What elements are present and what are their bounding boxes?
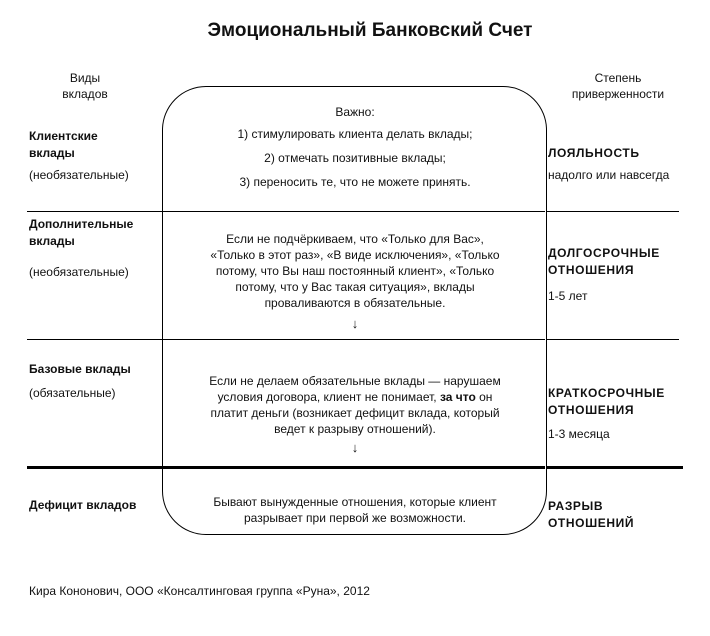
box-separator-line	[163, 211, 545, 212]
down-arrow-icon: ↓	[351, 316, 359, 331]
row-label-line: вклады	[29, 234, 75, 248]
right-header-line: приверженности	[571, 87, 665, 101]
center-line-part: условия договора, клиент не понимает,	[217, 390, 440, 404]
right-title-line: ОТНОШЕНИЯ	[548, 403, 635, 417]
row-sub-client-deposits: (необязательные)	[29, 168, 129, 182]
center-text-deficit	[172, 494, 538, 526]
right-sub-loyalty: надолго или навсегда	[548, 168, 670, 182]
right-sub-long-term: 1-5 лет	[548, 289, 588, 303]
row-label-client-deposits	[29, 128, 159, 162]
right-title-long-term	[548, 245, 698, 279]
center-line: проваливаются в обязательные.	[264, 296, 446, 310]
diagram-title: Эмоциональный Банковский Счет	[207, 20, 533, 41]
center-line: потому, что у Вас такая ситуация», вклады	[235, 280, 475, 294]
right-title-line: РАЗРЫВ	[548, 499, 604, 513]
right-title-line: КРАТКОСРОЧНЫЕ	[548, 386, 665, 400]
row-sub-base-deposits: (обязательные)	[29, 386, 116, 400]
row-label-line: Дополнительные	[29, 217, 134, 231]
center-line-bold: за что	[439, 390, 476, 404]
center-line: Если не делаем обязательные вклады — нарушаем	[209, 374, 501, 388]
center-line: «Только в этот раз», «В виде исключения», «Только	[210, 248, 500, 262]
center-line: потому, что Вы наш постоянный клиент», «Только	[215, 264, 495, 278]
box-separator-line	[163, 339, 545, 340]
left-column-header	[30, 70, 140, 102]
right-title-break	[548, 498, 698, 532]
right-title-short-term	[548, 385, 698, 419]
row-label-additional-deposits	[29, 216, 159, 250]
right-header-line: Степень	[594, 71, 642, 85]
row-label-line: Клиентские	[29, 129, 98, 143]
right-title-line: ДОЛГОСРОЧНЫЕ	[548, 246, 660, 260]
right-title-line: ОТНОШЕНИЯ	[548, 263, 635, 277]
box-separator-line-thick	[163, 466, 545, 469]
left-header-line: Виды	[69, 71, 101, 85]
center-line: платит деньги (возникает дефицит вклада, который	[210, 406, 500, 420]
row-label-line: Базовые вклады	[29, 362, 131, 376]
right-column-header	[548, 70, 688, 102]
center-line: Если не подчёркиваем, что «Только для Вас»,	[226, 232, 484, 246]
row-label-line: Дефицит вкладов	[29, 498, 137, 512]
right-title-line: ОТНОШЕНИЙ	[548, 516, 635, 530]
center-line: Важно:	[335, 105, 375, 119]
row-label-line: вклады	[29, 146, 75, 160]
center-line	[172, 389, 538, 405]
row-label-base-deposits	[29, 361, 159, 378]
center-text-base	[172, 373, 538, 437]
footer-credit: Кира Кононович, ООО «Консалтинговая группа «Руна», 2012	[29, 584, 370, 598]
row-label-deficit	[29, 497, 159, 514]
right-title-line: ЛОЯЛЬНОСТЬ	[548, 146, 640, 160]
center-line: Бывают вынужденные отношения, которые клиент	[213, 495, 497, 509]
center-text-additional	[172, 231, 538, 311]
center-line-part: он	[475, 390, 493, 404]
center-line: 3) переносить те, что не можете принять.	[239, 175, 471, 189]
center-line: 2) отмечать позитивные вклады;	[264, 151, 446, 165]
center-line: ведет к разрыву отношений).	[274, 422, 436, 436]
left-header-line: вкладов	[62, 87, 108, 101]
center-line: разрывает при первой же возможности.	[243, 511, 466, 525]
row-sub-additional-deposits: (необязательные)	[29, 265, 129, 279]
center-line: 1) стимулировать клиента делать вклады;	[237, 127, 473, 141]
right-sub-short-term: 1-3 месяца	[548, 427, 610, 441]
right-title-loyalty	[548, 145, 698, 162]
center-text-important	[170, 104, 540, 198]
down-arrow-icon: ↓	[351, 440, 359, 455]
